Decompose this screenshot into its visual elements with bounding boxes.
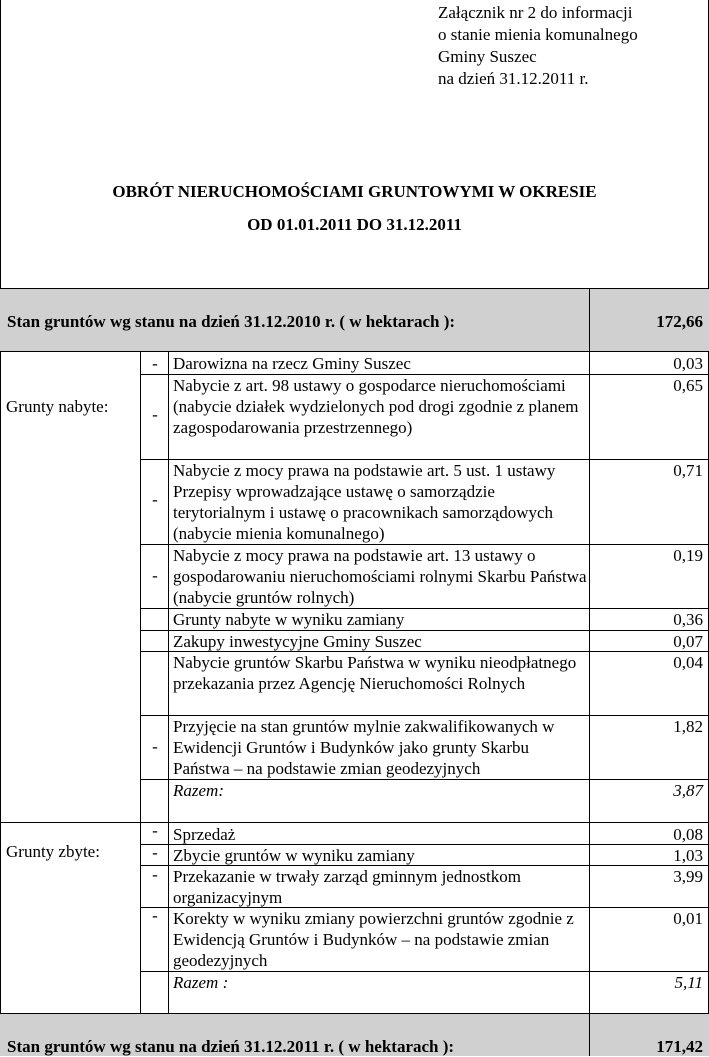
table-rule [0, 1013, 709, 1014]
acquired-row-value: 0,03 [673, 354, 703, 373]
acquired-row-dash: - [152, 490, 158, 509]
acquired-row-description: Zakupy inwestycyjne Gminy Suszec [173, 632, 422, 651]
acquired-row-value: 0,07 [673, 632, 703, 651]
disposed-row-description: Zbycie gruntów w wyniku zamiany [173, 846, 415, 865]
column-rule [589, 288, 590, 1056]
disposed-row-dash: - [152, 843, 158, 862]
closing-balance-label: Stan gruntów wg stanu na dzień 31.12.2011 r. ( w hektarach ): [7, 1037, 455, 1056]
disposed-row-dash: - [152, 906, 158, 925]
disposed-row-value: 0,08 [673, 825, 703, 844]
acquired-row-dash: - [152, 405, 158, 424]
acquired-row-value: 0,65 [673, 376, 703, 395]
acquired-row-dash: - [152, 354, 158, 373]
opening-balance-value: 172,66 [656, 312, 703, 331]
acquired-row-value: 1,82 [673, 717, 703, 736]
disposed-row-value: 3,99 [673, 867, 703, 886]
opening-balance-label: Stan gruntów wg stanu na dzień 31.12.2010 r. ( w hektarach ): [7, 312, 456, 331]
acquired-row-value: 0,36 [673, 610, 703, 629]
attachment-note [438, 2, 708, 90]
attachment-line: Załącznik nr 2 do informacji [438, 3, 633, 22]
disposed-row-description: Przekazanie w trwały zarząd gminnym jednostkom organizacyjnym [173, 867, 521, 907]
acquired-row-description: Nabycie z mocy prawa na podstawie art. 5 ust. 1 ustawy Przepisy wprowadzające ustawę o samorządzie terytorialnym i ustawę o pracownikach samorządowych (nabycie mienia komunalnego) [173, 461, 556, 543]
acquired-group-label: Grunty nabyte: [6, 397, 109, 416]
table-rule [0, 288, 709, 289]
document-subtitle: OD 01.01.2011 DO 31.12.2011 [247, 215, 462, 234]
disposed-row-description: Korekty w wyniku zmiany powierzchni gruntów zgodnie z Ewidencją Gruntów i Budynków – na podstawie zmian geodezyjnych [173, 909, 574, 970]
disposed-group-label: Grunty zbyte: [6, 842, 100, 861]
disposed-total-label: Razem : [173, 973, 229, 992]
document-title: OBRÓT NIERUCHOMOŚCIAMI GRUNTOWYMI W OKRESIE [112, 182, 597, 201]
acquired-row-dash: - [152, 566, 158, 585]
acquired-row-description: Nabycie z mocy prawa na podstawie art. 13 ustawy o gospodarowaniu nieruchomościami rolnymi Skarbu Państwa (nabycie gruntów rolnych) [173, 546, 587, 607]
acquired-row-dash: - [152, 737, 158, 756]
acquired-row-description: Nabycie gruntów Skarbu Państwa w wyniku nieodpłatnego przekazania przez Agencję Nieruchomości Rolnych [173, 653, 577, 693]
acquired-total-label: Razem: [173, 781, 224, 800]
acquired-row-description: Nabycie z art. 98 ustawy o gospodarce nieruchomościami (nabycie działek wydzielonych pod drogi zgodnie z planem zagospodarowania przestrzennego) [173, 376, 579, 437]
acquired-total-value: 3,87 [673, 781, 703, 800]
disposed-row-value: 0,01 [673, 909, 703, 928]
disposed-row-dash: - [152, 865, 158, 884]
disposed-row-dash: - [152, 821, 158, 840]
acquired-row-value: 0,19 [673, 546, 703, 565]
table-rule [0, 822, 709, 823]
acquired-row-description: Przyjęcie na stan gruntów mylnie zakwalifikowanych w Ewidencji Gruntów i Budynków jako grunty Skarbu Państwa – na podstawie zmian geodezyjnych [173, 717, 555, 778]
acquired-row-value: 0,71 [673, 461, 703, 480]
disposed-row-description: Sprzedaż [173, 825, 236, 844]
attachment-line: o stanie mienia komunalnego [438, 25, 638, 44]
attachment-line: Gminy Suszec [438, 47, 537, 66]
attachment-line: na dzień 31.12.2011 r. [438, 69, 589, 88]
disposed-total-value: 5,11 [674, 973, 703, 992]
disposed-row-value: 1,03 [673, 846, 703, 865]
acquired-row-description: Grunty nabyte w wyniku zamiany [173, 610, 405, 629]
acquired-row-description: Darowizna na rzecz Gminy Suszec [173, 354, 411, 373]
table-rule [0, 351, 709, 352]
closing-balance-value: 171,42 [656, 1037, 703, 1056]
acquired-row-value: 0,04 [673, 653, 703, 672]
